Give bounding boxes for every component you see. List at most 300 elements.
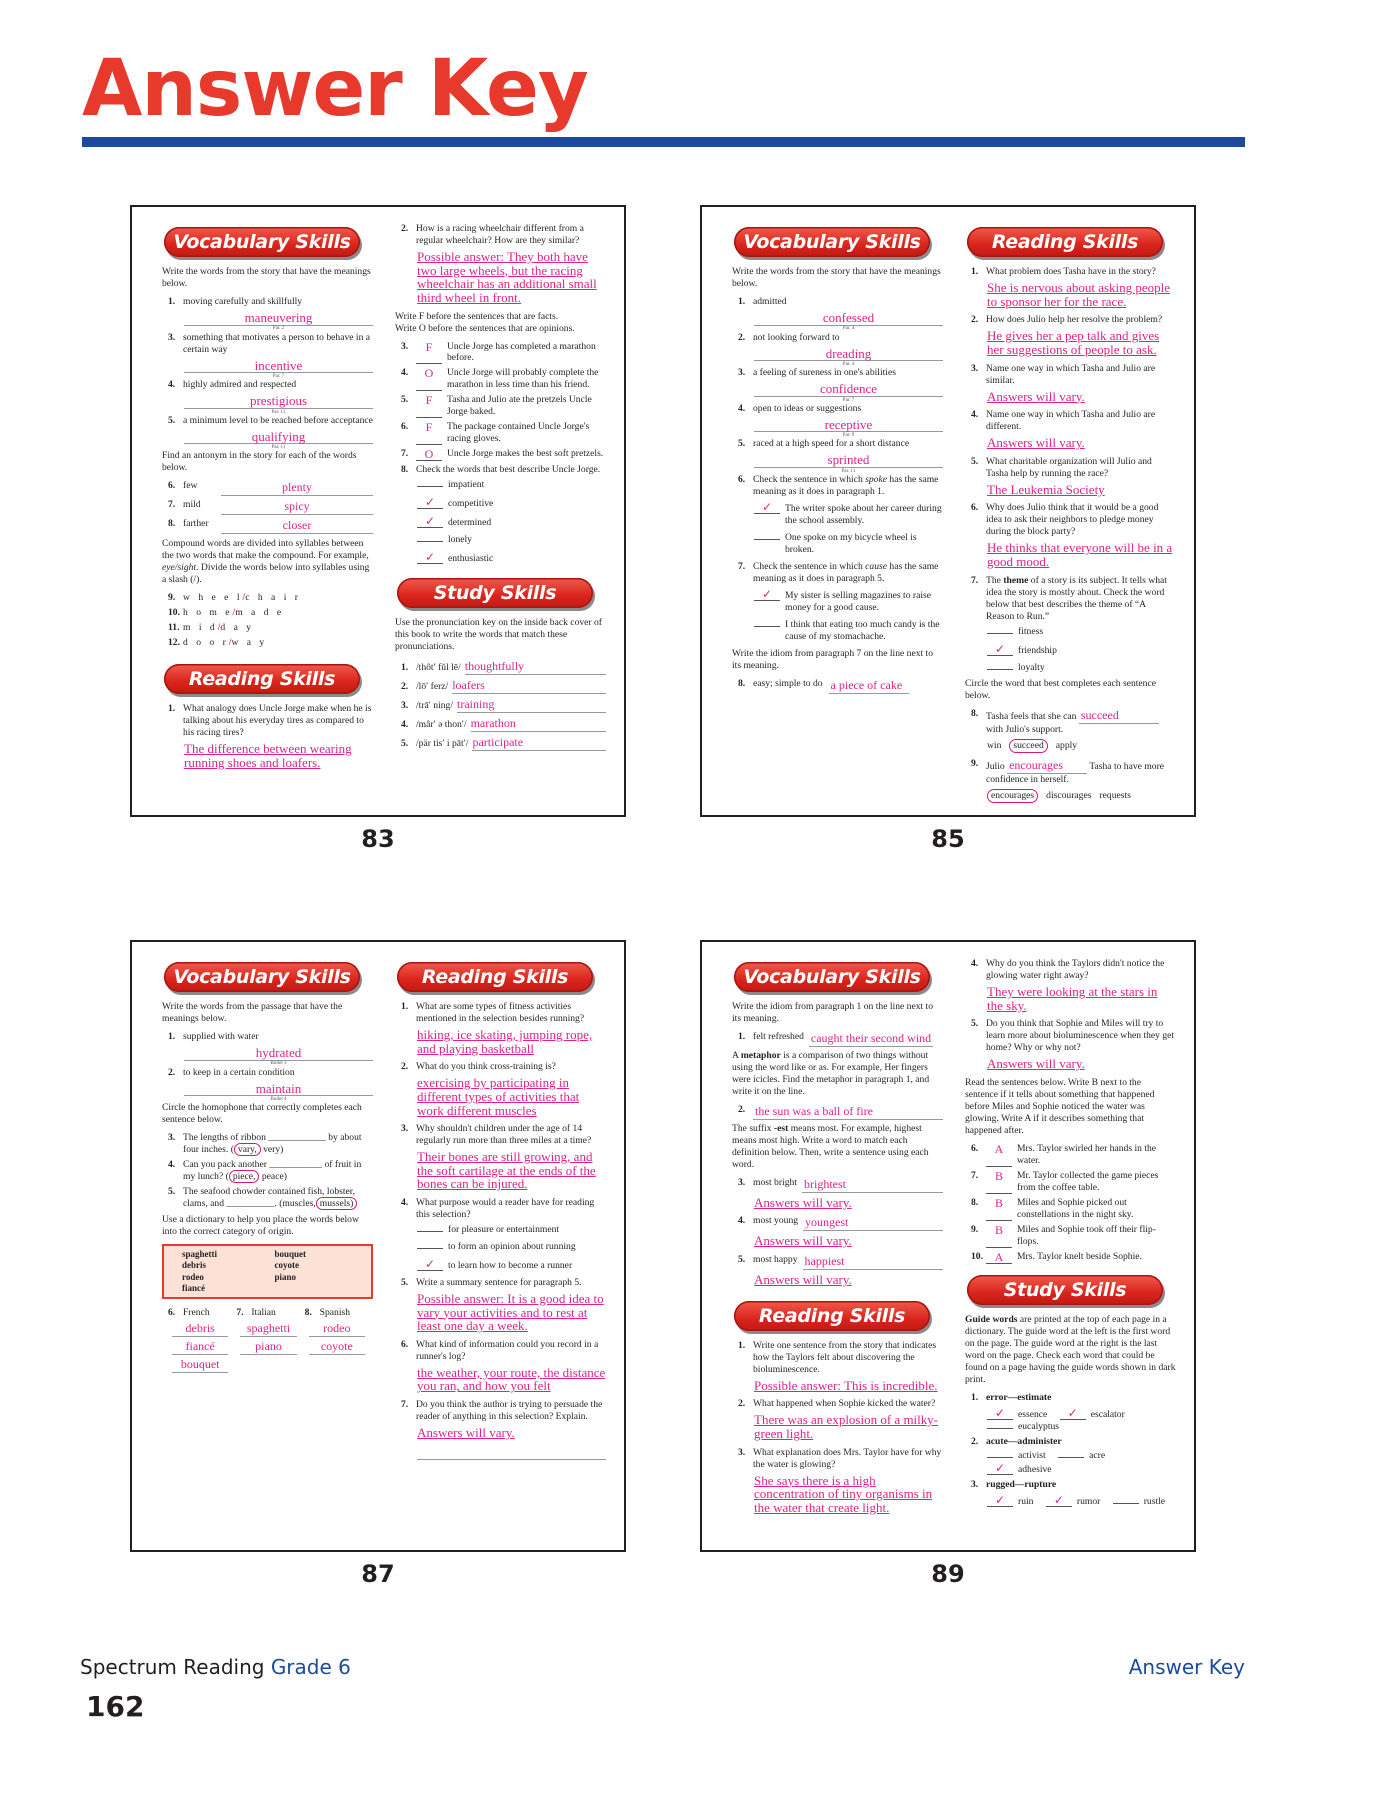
check-mark-icon: ✓ — [417, 515, 443, 528]
paragraph-ref: Par. 4 — [842, 326, 855, 332]
question-number: 2. — [401, 1061, 409, 1073]
question-number: 2. — [971, 314, 979, 326]
question-prompt: What happened when Sophie kicked the water? — [753, 1398, 936, 1410]
question — [738, 296, 943, 308]
page-number-89: 89 — [931, 1560, 965, 1588]
pronunciation-item — [401, 735, 606, 751]
bold-term: theme — [1003, 574, 1029, 586]
question-number: 7. — [401, 448, 409, 460]
guide-words: acute—administer — [986, 1435, 1062, 1447]
sentence-text: Tasha to have more confidence in herself. — [986, 761, 1165, 786]
check-mark-icon — [417, 1248, 443, 1249]
fact-opinion-item — [401, 421, 606, 445]
answer-text: receptive — [824, 416, 873, 432]
instruction: Write F before the sentences that are facts. — [395, 310, 559, 322]
answer-blank: A — [986, 1251, 1012, 1264]
option-text: activist — [1018, 1450, 1046, 1462]
example-word: eye/sight — [162, 562, 197, 574]
column-left — [162, 223, 373, 805]
option-text: enthusiastic — [448, 553, 494, 565]
syllable: d a y — [220, 622, 255, 634]
question-number: 3. — [168, 331, 176, 343]
check-mark-icon: ✓ — [417, 551, 443, 564]
question-prompt: What explanation does Mrs. Taylor have for why the water is glowing? — [753, 1446, 942, 1470]
paragraph-ref: Par. 9 — [842, 433, 855, 439]
instruction-text: are printed at the top of each page in a dictionary. The guide word at the left is the first word on the page. The guide word at the right is the last word on the page. Check each word that could be found on a page having the guide words shown in dark print. — [965, 1313, 1176, 1385]
question-number: 4. — [971, 409, 979, 421]
answer-text: the sun was a ball of fire — [753, 1104, 943, 1120]
answer-text: He gives her a pep talk and gives her suggestions of people to ask. — [987, 328, 1160, 357]
option-text: eucalyptus — [1018, 1420, 1060, 1432]
answer-blank: F — [416, 394, 442, 418]
pronunciation-item — [401, 678, 606, 694]
sentence-text: The lengths of ribbon — [183, 1132, 266, 1144]
question-number: 3. — [971, 362, 979, 374]
pronunciation: /pär tis′ i pāt′/ — [416, 738, 469, 750]
answer-blank: O — [416, 367, 442, 391]
answer-text: He thinks that everyone will be in a good mood. — [987, 540, 1173, 569]
question-prompt: How does Julio help her resolve the problem? — [986, 314, 1163, 326]
word-option-circled: mussels) — [316, 1197, 358, 1210]
question-number: 1. — [971, 266, 979, 277]
question-number: 10. — [168, 607, 180, 619]
sequence-item — [971, 1143, 1176, 1167]
question-prompt: Why shouldn't children under the age of 14 regularly run more than three miles at a time? — [416, 1123, 592, 1147]
question — [738, 367, 943, 379]
question-number: 1. — [401, 1001, 409, 1012]
question-number: 4. — [971, 958, 979, 969]
answer-text: bouquet — [172, 1357, 228, 1373]
question — [738, 1398, 943, 1410]
answer-text: She says there is a high concentration of tiny organisms in the water that create light. — [754, 1472, 933, 1515]
answer-line — [184, 1080, 373, 1102]
answer-block — [417, 1366, 606, 1393]
slash-mark: / — [228, 637, 232, 649]
question-number: 1. — [738, 295, 746, 307]
question — [971, 758, 1176, 786]
question-prompt: What charitable organization will Julio and Tasha help by running the race? — [986, 455, 1152, 479]
question — [168, 1031, 373, 1043]
answer-block — [987, 483, 1176, 497]
homophone-item: 4. Can you pack another ___________ of fruit in my lunch? ( piece, peace) — [168, 1159, 362, 1183]
guide-words: rugged—rupture — [986, 1479, 1057, 1491]
syllable: m i d — [183, 622, 218, 634]
option-text: acre — [1089, 1450, 1106, 1462]
question-prompt: not looking forward to — [753, 331, 840, 343]
question — [738, 1215, 943, 1231]
statement-text: Uncle Jorge makes the best soft pretzels. — [447, 448, 604, 460]
question-number: 6. — [971, 502, 979, 514]
footer-page-number: 162 — [86, 1690, 145, 1723]
antonym-word: mild — [183, 499, 201, 511]
answer-block — [987, 329, 1176, 356]
instruction: Write the words from the passage that have the meanings below. — [162, 1001, 343, 1024]
question — [738, 1104, 943, 1120]
answer-block — [987, 436, 1176, 450]
answer-text: prestigious — [249, 393, 308, 409]
question-prompt: What purpose would a reader have for reading this selection? — [416, 1197, 595, 1221]
answer-text: encourages — [1007, 758, 1087, 774]
checkbox-item — [987, 643, 1176, 657]
answer-text: sprinted — [827, 452, 870, 468]
question-number: 8. — [401, 464, 409, 476]
answer-text: There was an explosion of a milky-green light. — [754, 1412, 939, 1441]
paragraph-ref: Par. 11 — [271, 445, 286, 451]
answer-text: Their bones are still growing, and the soft cartilage at the ends of the bones can be injured. — [417, 1149, 596, 1192]
page-title: Answer Key — [82, 44, 588, 134]
instruction: Read the sentences below. Write B next to the sentence if it tells about something that happened before Miles and Sophie noticed the water was glowing. Write A if it describes something that happened after. — [965, 1076, 1155, 1136]
origin-italian — [236, 1307, 304, 1375]
column-right — [395, 958, 606, 1540]
bold-term: metaphor — [740, 1049, 781, 1061]
question-prompt: a feeling of sureness in one's abilities — [753, 367, 896, 379]
answer-text: succeed — [1079, 708, 1159, 724]
question-number: 7. — [401, 1399, 409, 1411]
pronunciation: /mâr′ ə thon′/ — [416, 719, 467, 731]
answer-text: the weather, your route, the distance you ran, and how you felt — [417, 1364, 606, 1394]
answer-block — [987, 541, 1176, 568]
check-mark-icon — [1058, 1457, 1084, 1458]
paragraph-ref: Bullet 3 — [270, 1061, 287, 1067]
question-number: 3. — [971, 1479, 979, 1491]
check-mark-icon — [987, 1428, 1013, 1429]
question-number: 7. — [971, 574, 979, 586]
word-bank — [162, 1244, 373, 1299]
sentence-text: Tasha feels that she can — [986, 711, 1077, 723]
check-mark-icon — [1113, 1503, 1139, 1504]
question-number: 6. — [401, 1338, 409, 1350]
check-mark-icon: ✓ — [417, 496, 443, 509]
guide-word-options — [987, 1494, 1176, 1508]
column-left — [732, 958, 943, 1540]
statement-text: Tasha and Julio ate the pretzels Uncle Jorge baked. — [447, 394, 592, 418]
question-prompt: to keep in a certain condition — [183, 1066, 295, 1078]
answer-text: coyote — [309, 1339, 365, 1355]
question-number: 9. — [971, 758, 979, 770]
answer-blank: A — [986, 1143, 1012, 1167]
question-number: 4. — [168, 1159, 176, 1171]
question-number: 2. — [738, 331, 746, 343]
answer-text: marathon — [471, 716, 606, 732]
instruction: Circle the word that best completes each sentence below. — [965, 678, 1156, 702]
question-number: 4. — [738, 1215, 746, 1227]
question-number: 5. — [971, 1018, 979, 1030]
word-option: apply — [1055, 740, 1078, 752]
question-number: 1. — [168, 295, 176, 307]
question-prompt: Do you think that Sophie and Miles will try to learn more about bioluminescence when they get home? Why or why not? — [986, 1018, 1175, 1054]
option-text: competitive — [448, 498, 494, 510]
question-number: 1. — [401, 662, 409, 674]
question-prompt: has the same meaning as it does in paragraph 1. — [753, 474, 939, 498]
question-number: 9. — [971, 1223, 979, 1235]
question — [168, 296, 373, 308]
answer-text: The Leukemia Society — [987, 481, 1105, 497]
question-prompt: Check the words that best describe Uncle Jorge. — [416, 464, 601, 476]
column-left — [162, 958, 373, 1540]
answer-line — [754, 452, 943, 474]
question — [738, 1447, 943, 1471]
sentence-text: Can you pack another — [183, 1159, 267, 1171]
question-prompt: supplied with water — [183, 1030, 259, 1042]
word-option: peace) — [261, 1171, 287, 1183]
guide-word-options — [987, 1450, 1176, 1476]
answer-text: Answers will vary. — [987, 1056, 1085, 1072]
question-prompt: What analogy does Uncle Jorge make when he is talking about his everyday tires as compared to his racing tires? — [183, 703, 372, 739]
syllable: w a y — [231, 637, 268, 649]
answer-line — [184, 393, 373, 415]
column-left — [732, 223, 943, 805]
question-number: 6. — [168, 1307, 176, 1319]
question-prompt: What do you think cross-training is? — [416, 1061, 556, 1073]
word-option: (muscles, — [279, 1198, 316, 1210]
question-prompt: The — [986, 574, 1004, 586]
answer-block — [417, 1028, 606, 1055]
question-number: 6. — [401, 421, 409, 433]
question-prompt: most bright — [753, 1176, 797, 1188]
bold-term: -est — [773, 1122, 789, 1134]
option-text: friendship — [1018, 644, 1057, 656]
question — [971, 502, 1176, 538]
answer-blank: B — [986, 1170, 1012, 1194]
sentence-text: of fruit in my lunch? — [183, 1159, 362, 1183]
question-number: 7. — [168, 499, 176, 511]
section-heading-vocabulary: Vocabulary Skills — [734, 962, 930, 992]
footer-section: Answer Key — [1128, 1655, 1245, 1679]
answer-text: piano — [240, 1339, 296, 1355]
question-prompt: moving carefully and skillfully — [183, 295, 303, 307]
compound-item — [168, 637, 373, 649]
answer-text: Answers will vary. — [987, 435, 1085, 451]
pronunciation: /thôt′ fŭl lē/ — [416, 662, 461, 674]
question-number: 3. — [738, 1446, 746, 1458]
answer-panel-85 — [700, 205, 1196, 817]
question — [738, 1254, 943, 1270]
instruction-text: . Divide the words below into syllables using a slash (/). — [162, 562, 370, 586]
word-bank-item: spaghetti — [182, 1249, 218, 1260]
question — [738, 1177, 943, 1193]
option-text: to form an opinion about running — [448, 1241, 576, 1252]
sentence-text: The seafood chowder contained fish, lobster, clams, and — [183, 1186, 355, 1210]
antonym-item — [168, 480, 373, 496]
fact-opinion-item — [401, 394, 606, 418]
check-mark-icon: ✓ — [987, 643, 1013, 656]
syllable: m a d e — [235, 607, 285, 619]
instruction-text: A — [732, 1049, 741, 1061]
antonym-item — [168, 499, 373, 515]
answer-text: qualifying — [251, 428, 306, 444]
sentence-text: . — [274, 1198, 277, 1210]
question-number: 3. — [738, 367, 746, 379]
check-mark-icon — [417, 541, 443, 542]
statement-text: Mrs. Taylor knelt beside Sophie. — [1017, 1250, 1142, 1262]
checkbox-item — [417, 496, 606, 510]
category-label: Spanish — [319, 1307, 351, 1319]
question — [401, 1001, 606, 1025]
answer-text: Possible answer: This is incredible. — [754, 1377, 938, 1393]
question — [971, 708, 1176, 736]
question-prompt: Write one sentence from the story that indicates how the Taylors felt about discovering the bioluminescence. — [753, 1339, 937, 1375]
grade-label: Grade 6 — [270, 1655, 351, 1679]
question-number: 6. — [168, 480, 176, 492]
word-option: requests — [1099, 790, 1131, 802]
answer-text: spaghetti — [240, 1321, 296, 1337]
answer-block — [184, 742, 373, 769]
word-option-circled: encourages — [987, 789, 1038, 803]
question — [401, 1277, 606, 1289]
question-prompt: felt refreshed — [753, 1030, 804, 1042]
guide-word-group — [971, 1392, 1176, 1404]
question-prompt: What problem does Tasha have in the story? — [986, 266, 1156, 277]
instruction-text: means most. For example, highest means most high. Write a word to match each definition below. Then, write a sentence using each word. — [732, 1122, 929, 1170]
question — [971, 958, 1176, 982]
question-prompt: Check the sentence in which — [753, 561, 866, 572]
answer-text: maintain — [255, 1080, 302, 1096]
instruction: Write the idiom from paragraph 1 on the line next to its meaning. — [732, 1001, 934, 1024]
answer-text: thoughtfully — [465, 659, 606, 675]
title-rule — [82, 137, 1245, 147]
question — [401, 1197, 606, 1221]
question-prompt: open to ideas or suggestions — [753, 402, 862, 414]
answer-text: closer — [221, 518, 373, 534]
check-mark-icon: ✓ — [1060, 1407, 1086, 1420]
question-number: 8. — [971, 708, 979, 720]
question-number: 3. — [738, 1176, 746, 1188]
question — [168, 415, 373, 427]
answer-text: plenty — [221, 480, 373, 496]
answer-blank: B — [986, 1197, 1012, 1221]
answer-text: exercising by participating in different types of activities that work different muscles — [417, 1075, 580, 1118]
question — [971, 363, 1176, 387]
origin-spanish — [305, 1307, 373, 1375]
instruction — [732, 1050, 943, 1098]
question-number: 2. — [168, 1066, 176, 1078]
question-number: 1. — [168, 703, 176, 715]
question-prompt: raced at a high speed for a short distance — [753, 438, 910, 450]
answer-block — [754, 1474, 943, 1515]
checkbox-item — [417, 551, 606, 565]
question-prompt: Do you think the author is trying to persuade the reader of anything in this selection? Explain. — [416, 1399, 603, 1423]
question — [401, 1123, 606, 1147]
check-mark-icon — [987, 1457, 1013, 1458]
question-prompt: Why does Julio think that it would be a good idea to ask their neighbors to pledge money during the block party? — [986, 502, 1159, 538]
compound-item — [168, 622, 373, 634]
guide-words: error—estimate — [986, 1391, 1052, 1403]
question — [738, 1031, 943, 1047]
answer-blank: F — [416, 341, 442, 365]
option-text: for pleasure or entertainment — [448, 1224, 560, 1236]
answer-block — [754, 1273, 943, 1287]
question-number: 3. — [401, 1123, 409, 1135]
check-mark-icon: ✓ — [754, 501, 780, 514]
sentence-text: with Julio's support. — [986, 724, 1064, 736]
slash-mark: / — [217, 622, 221, 634]
option-text: rustle — [1143, 1496, 1166, 1508]
question-number: 2. — [971, 1435, 979, 1447]
fact-opinion-item — [401, 448, 606, 461]
answer-block — [754, 1379, 943, 1393]
question — [971, 314, 1176, 326]
question-prompt: What kind of information could you record in a runner's log? — [416, 1338, 599, 1362]
question-prompt: Why do you think the Taylors didn't notice the glowing water right away? — [986, 958, 1165, 981]
page-number-85: 85 — [931, 825, 965, 853]
check-mark-icon: ✓ — [987, 1462, 1013, 1475]
answer-text: confidence — [819, 381, 878, 397]
answer-text: training — [457, 697, 606, 713]
section-heading-vocabulary: Vocabulary Skills — [164, 227, 360, 257]
sequence-item — [971, 1170, 1176, 1194]
checkbox-item — [987, 662, 1176, 674]
footer-series — [80, 1655, 351, 1679]
answer-text: Possible answer: They both have two large wheels, but the racing wheelchair has an additional small third wheel in front. — [417, 248, 597, 305]
option-text: fitness — [1018, 625, 1044, 637]
question-number: 3. — [168, 1132, 176, 1144]
answer-block — [754, 1234, 943, 1248]
question-number: 5. — [168, 414, 176, 426]
question-number: 4. — [738, 402, 746, 414]
question-number: 9. — [168, 592, 176, 604]
instruction: Write O before the sentences that are opinions. — [395, 322, 575, 334]
instruction — [965, 1314, 1176, 1386]
answer-block — [987, 985, 1176, 1012]
answer-text: She is nervous about asking people to sponsor her for the race. — [987, 279, 1171, 309]
question-number: 7. — [971, 1169, 979, 1181]
answer-text: loafers — [452, 678, 606, 694]
antonym-item — [168, 518, 373, 534]
word-bank-left — [182, 1249, 275, 1294]
option-text: My sister is selling magazines to raise money for a good cause. — [785, 589, 932, 613]
answer-text: Answers will vary. — [754, 1194, 852, 1210]
checkbox-item — [987, 626, 1176, 638]
answer-text: maneuvering — [244, 309, 313, 325]
question — [401, 464, 606, 476]
answer-block — [417, 250, 606, 305]
pronunciation: /trā′ ning/ — [416, 700, 454, 712]
question-number: 12. — [168, 637, 180, 649]
option-text: loyalty — [1018, 661, 1045, 673]
check-mark-icon: ✓ — [1046, 1494, 1072, 1507]
question-number: 2. — [401, 681, 409, 693]
answer-block — [417, 1076, 606, 1117]
answer-text: They were looking at the stars in the sky. — [987, 983, 1158, 1013]
checkbox-item — [754, 588, 943, 614]
statement-text: Miles and Sophie picked out constellations in the night sky. — [1017, 1196, 1134, 1220]
answer-text: brightest — [802, 1177, 943, 1193]
answer-panel-87 — [130, 940, 626, 1552]
check-mark-icon — [417, 1231, 443, 1232]
word-option: discourages — [1046, 790, 1092, 802]
question-prompt: admitted — [753, 295, 787, 307]
question-number: 1. — [168, 1030, 176, 1042]
sequence-item — [971, 1251, 1176, 1264]
paragraph-ref: Bullet 4 — [270, 1096, 287, 1102]
instruction: Write the words from the story that have the meanings below. — [732, 266, 941, 289]
column-right — [965, 223, 1176, 805]
question-number: 10. — [971, 1250, 983, 1262]
word-bank-item: rodeo — [182, 1271, 204, 1282]
question-prompt: Write a summary sentence for paragraph 5. — [416, 1276, 582, 1288]
homophone-item: 3. The lengths of ribbon ____________ by about four inches. ( vary, very) — [168, 1132, 362, 1156]
bold-term: Guide words — [965, 1313, 1018, 1325]
check-mark-icon: ✓ — [754, 588, 780, 601]
answer-block — [417, 1292, 606, 1333]
column-right — [965, 958, 1176, 1540]
question — [401, 1339, 606, 1363]
sentence-text: by about four inches. — [183, 1132, 362, 1156]
syllable: d o o r — [183, 637, 229, 649]
question-number: 5. — [738, 1254, 746, 1266]
answer-text: The difference between wearing running shoes and loafers. — [184, 741, 352, 770]
answer-text: Answers will vary. — [754, 1233, 852, 1249]
